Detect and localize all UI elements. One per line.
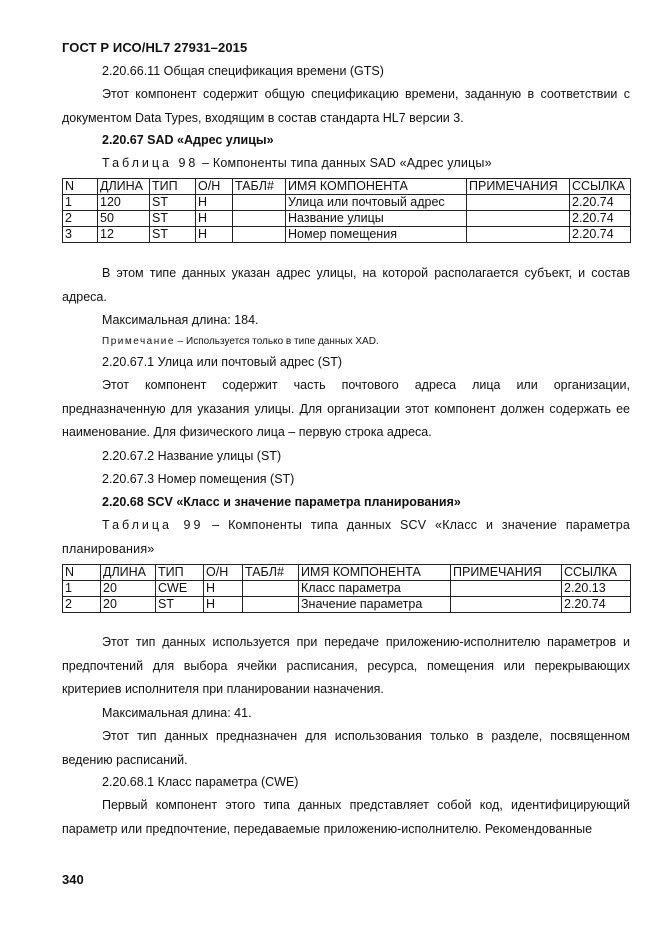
table-cell: Класс параметра — [299, 581, 451, 597]
table-header-cell: ССЫЛКА — [562, 565, 631, 581]
paragraph-parameter-class: Первый компонент этого типа данных представляет собой код, идентифицирующий параметр или предпочтение, передаваемые приложению-исполнителю. Рекомендованные — [62, 798, 630, 836]
table-header-cell: ПРИМЕЧАНИЯ — [467, 179, 570, 195]
paragraph-street-description: Этот компонент содержит часть почтового адреса лица или организации, предназначенную для указания улицы. Для организации этот компонент должен содержать ее наименование. Для физического лица – первую строка адреса. — [62, 378, 630, 439]
table-cell: ST — [150, 195, 196, 211]
note-label: Примечание — [102, 336, 175, 347]
table-cell: ST — [156, 597, 204, 613]
table-98-caption-text: – Компоненты типа данных SAD «Адрес улицы» — [198, 156, 492, 170]
table-cell: Н — [196, 211, 233, 227]
table-98 — [62, 178, 631, 243]
table-cell — [233, 195, 286, 211]
document-header: ГОСТ Р ИСО/HL7 27931–2015 — [62, 40, 248, 55]
paragraph-scv-max-length: Максимальная длина: 41. — [102, 706, 252, 720]
section-2-20-68-heading: 2.20.68 SCV «Класс и значение параметра планирования» — [102, 495, 461, 509]
table-cell: ST — [150, 211, 196, 227]
table-row — [63, 581, 631, 597]
table-98-header-row — [63, 179, 631, 195]
paragraph-scv-description: Этот тип данных используется при передаче приложению-исполнителю параметров и предпочтений для выбора ячейки расписания, ресурса, помещения или перекрывающих критериев исполнителя при планировании назначения. — [62, 635, 630, 696]
table-cell: 2 — [63, 211, 98, 227]
table-cell: 2.20.74 — [570, 195, 631, 211]
table-cell: CWE — [156, 581, 204, 597]
table-header-cell: ТИП — [150, 179, 196, 195]
table-cell: 20 — [101, 581, 156, 597]
table-cell — [467, 227, 570, 243]
section-2-20-67-heading: 2.20.67 SAD «Адрес улицы» — [102, 133, 274, 147]
table-98-caption — [62, 152, 630, 176]
table-cell: 120 — [98, 195, 150, 211]
table-cell: Н — [196, 195, 233, 211]
table-cell: Номер помещения — [286, 227, 467, 243]
table-cell: Значение параметра — [299, 597, 451, 613]
table-cell — [233, 211, 286, 227]
table-row — [63, 211, 631, 227]
table-cell: 1 — [63, 195, 98, 211]
note-text: – Используется только в типе данных XAD. — [174, 336, 379, 347]
table-cell: 2 — [63, 597, 101, 613]
table-header-cell: ТИП — [156, 565, 204, 581]
table-header-cell: ИМЯ КОМПОНЕНТА — [299, 565, 451, 581]
paragraph-gts-description: Этот компонент содержит общую спецификацию времени, заданную в соответствии с документом Data Types, входящим в состав стандарта HL7 версии 3. — [62, 87, 630, 125]
table-99-caption-text: – Компоненты типа данных SCV «Класс и значение параметра планирования» — [62, 518, 630, 556]
table-cell: 2.20.74 — [570, 227, 631, 243]
table-header-cell: О/Н — [204, 565, 243, 581]
table-cell: 1 — [63, 581, 101, 597]
table-header-cell: ТАБЛ# — [233, 179, 286, 195]
section-2-20-66-11-title: 2.20.66.11 Общая спецификация времени (GTS) — [102, 64, 384, 78]
table-cell — [233, 227, 286, 243]
table-cell — [451, 597, 562, 613]
section-2-20-67-1-title: 2.20.67.1 Улица или почтовый адрес (ST) — [102, 355, 343, 369]
note-sad — [62, 330, 630, 354]
table-cell: ST — [150, 227, 196, 243]
page-number: 340 — [62, 872, 84, 887]
table-cell: 2.20.74 — [562, 597, 631, 613]
table-header-cell: ТАБЛ# — [243, 565, 299, 581]
section-2-20-67-2-title: 2.20.67.2 Название улицы (ST) — [102, 449, 282, 463]
table-99 — [62, 564, 631, 613]
table-cell: Название улицы — [286, 211, 467, 227]
section-2-20-68-1-title: 2.20.68.1 Класс параметра (CWE) — [102, 775, 299, 789]
table-cell: 20 — [101, 597, 156, 613]
table-cell — [451, 581, 562, 597]
table-header-cell: ИМЯ КОМПОНЕНТА — [286, 179, 467, 195]
table-row — [63, 195, 631, 211]
table-cell: Н — [204, 597, 243, 613]
section-2-20-67-3-title: 2.20.67.3 Номер помещения (ST) — [102, 472, 295, 486]
table-cell — [467, 211, 570, 227]
table-cell — [243, 581, 299, 597]
table-header-cell: N — [63, 179, 98, 195]
table-cell: 12 — [98, 227, 150, 243]
paragraph-sad-max-length: Максимальная длина: 184. — [102, 313, 259, 327]
table-header-cell: О/Н — [196, 179, 233, 195]
table-header-cell: ДЛИНА — [101, 565, 156, 581]
paragraph-scv-usage: Этот тип данных предназначен для использования только в разделе, посвященном ведению расписаний. — [62, 729, 630, 767]
table-cell: 3 — [63, 227, 98, 243]
table-cell — [467, 195, 570, 211]
table-cell: Н — [196, 227, 233, 243]
table-cell: Улица или почтовый адрес — [286, 195, 467, 211]
table-99-caption-label: Таблица 99 — [102, 518, 204, 532]
table-header-cell: N — [63, 565, 101, 581]
table-99-caption — [62, 514, 630, 561]
table-row — [63, 227, 631, 243]
table-cell — [243, 597, 299, 613]
table-row — [63, 597, 631, 613]
table-cell: Н — [204, 581, 243, 597]
table-header-cell: ПРИМЕЧАНИЯ — [451, 565, 562, 581]
table-98-caption-label: Таблица 98 — [102, 156, 199, 170]
table-header-cell: ССЫЛКА — [570, 179, 631, 195]
table-cell: 2.20.13 — [562, 581, 631, 597]
table-header-cell: ДЛИНА — [98, 179, 150, 195]
table-cell: 2.20.74 — [570, 211, 631, 227]
table-99-header-row — [63, 565, 631, 581]
table-cell: 50 — [98, 211, 150, 227]
paragraph-sad-description: В этом типе данных указан адрес улицы, на которой располагается субъект, и состав адреса. — [62, 266, 630, 304]
